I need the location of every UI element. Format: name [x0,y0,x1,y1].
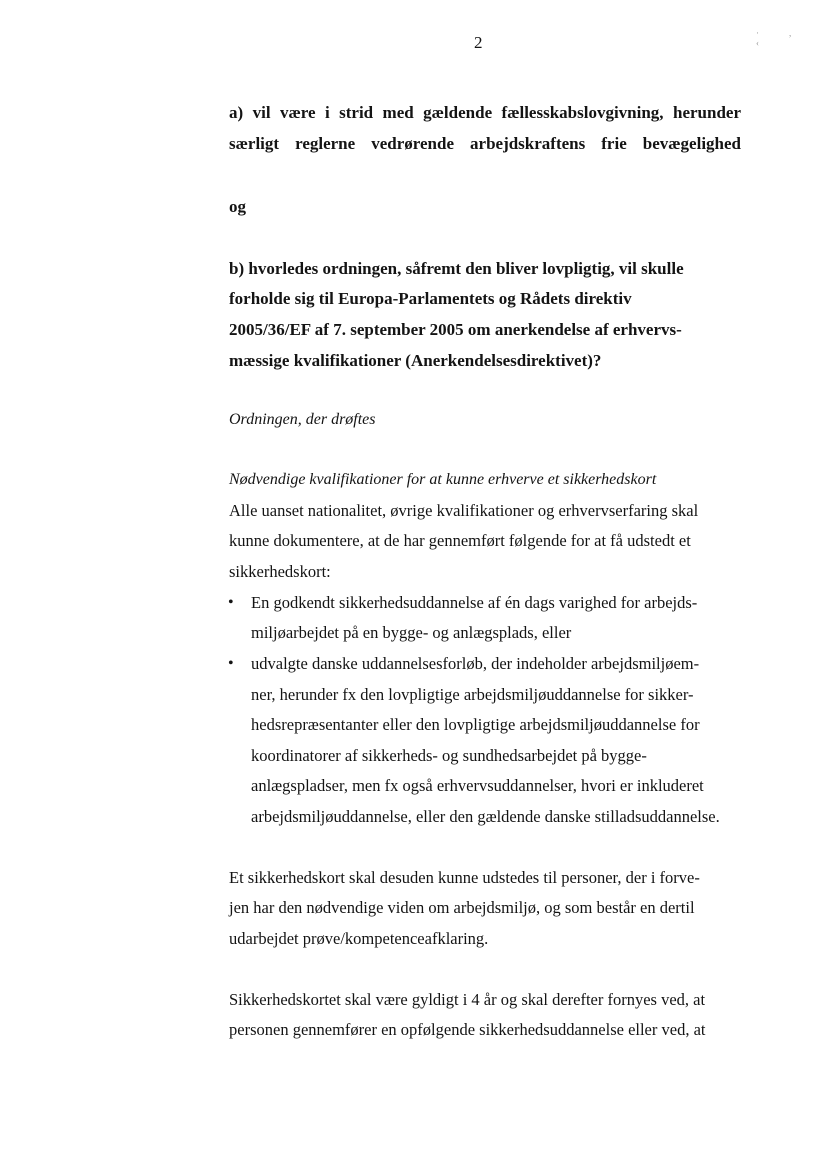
bullet-1-line-2: miljøarbejdet på en bygge- og anlægsplads, eller [251,623,572,642]
para2-line-3: udarbejdet prøve/kompetenceafklaring. [229,929,489,948]
question-b-line-3: 2005/36/EF af 7. september 2005 om anerkendelse af erhvervs- [229,320,682,339]
bullet-1-line-1: En godkendt sikkerhedsuddannelse af én dags varighed for arbejds- [251,593,698,612]
intro-line-2: kunne dokumentere, at de har gennemført følgende for at få udstedt et [229,531,691,550]
page-number: 2 [474,33,483,52]
bullet-2-line-2: ner, herunder fx den lovpligtige arbejdsmiljøuddannelse for sikker- [251,685,694,704]
para2-line-1: Et sikkerhedskort skal desuden kunne udstedes til personer, der i forve- [229,868,700,887]
intro-line-3: sikkerhedskort: [229,562,331,581]
bullet-2-line-3: hedsrepræsentanter eller den lovpligtige arbejdsmiljøuddannelse for [251,715,700,734]
bullet-2-line-6: arbejdsmiljøuddannelse, eller den gældende danske stilladsuddannelse. [251,807,720,826]
question-b-line-4: mæssige kvalifikationer (Anerkendelsesdirektivet)? [229,351,602,370]
para3-line-1: Sikkerhedskortet skal være gyldigt i 4 år og skal derefter fornyes ved, at [229,990,706,1009]
intro-line-1: Alle uanset nationalitet, øvrige kvalifikationer og erhvervserfaring skal [229,501,699,520]
conjunction-og: og [229,197,246,216]
subheading: Nødvendige kvalifikationer for at kunne erhverve et sikkerhedskort [229,471,657,488]
question-a-line-1: a) vil være i strid med gældende fællesskabslovgivning, herunder [229,103,741,122]
bullet-2-line-1: udvalgte danske uddannelsesforløb, der indeholder arbejdsmiljøem- [251,654,700,673]
question-a-line-2: særligt reglerne vedrørende arbejdskraftens frie bevægelighed [229,134,741,153]
para2-line-2: jen har den nødvendige viden om arbejdsmiljø, og som består en dertil [229,898,695,917]
bullet-2-line-4: koordinatorer af sikkerheds- og sundhedsarbejdet på bygge- [251,746,647,765]
section-heading: Ordningen, der drøftes [229,411,376,428]
bullet-2-line-5: anlægspladser, men fx også erhvervsuddannelser, hvori er inkluderet [251,776,704,795]
para3-line-2: personen gennemfører en opfølgende sikkerhedsuddannelse eller ved, at [229,1020,706,1039]
question-b-line-1: b) hvorledes ordningen, såfremt den bliver lovpligtig, vil skulle [229,259,684,278]
margin-marks: ·, ‹ [756,28,822,48]
bullet-marker: • [228,655,234,672]
question-b-line-2: forholde sig til Europa-Parlamentets og Rådets direktiv [229,289,632,308]
bullet-marker: • [228,594,234,611]
